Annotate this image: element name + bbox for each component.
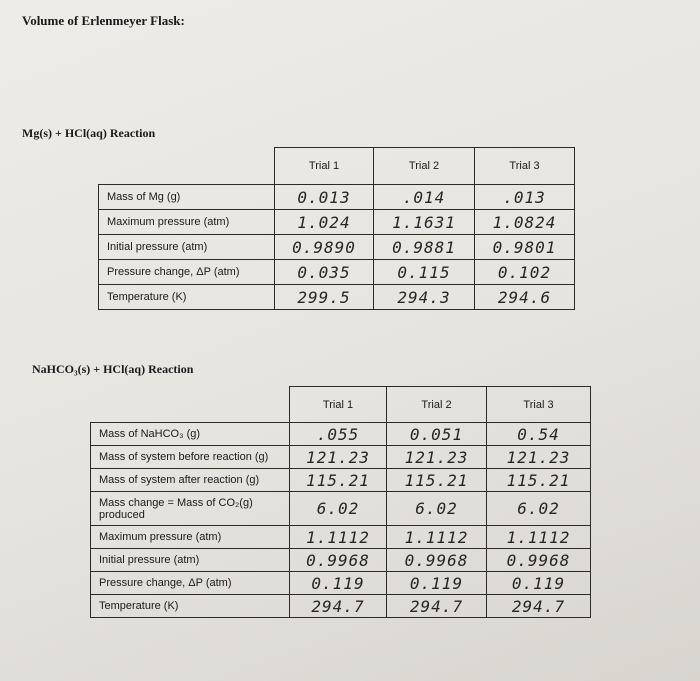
value-cell: 0.115 (374, 260, 475, 285)
table-row (91, 423, 591, 446)
value-cell: 0.102 (475, 260, 575, 285)
table-row (99, 285, 575, 310)
value-cell: 0.035 (275, 260, 374, 285)
column-header: Trial 3 (487, 387, 591, 423)
value-cell: 294.7 (387, 595, 487, 618)
nahco3-reaction-table (90, 386, 591, 618)
column-header: Trial 2 (387, 387, 487, 423)
row-label: Initial pressure (atm) (99, 235, 275, 260)
row-label: Maximum pressure (atm) (91, 526, 290, 549)
table-row (99, 260, 575, 285)
value-cell: 0.051 (387, 423, 487, 446)
row-label: Mass of NaHCO₃ (g) (91, 423, 290, 446)
table-row (91, 549, 591, 572)
value-cell: .055 (290, 423, 387, 446)
value-cell: 115.21 (487, 469, 591, 492)
value-cell: 0.013 (275, 185, 374, 210)
table-row (91, 492, 591, 526)
table-row (99, 235, 575, 260)
table-row (99, 185, 575, 210)
value-cell: 0.119 (290, 572, 387, 595)
table-row (91, 469, 591, 492)
row-label: Maximum pressure (atm) (99, 210, 275, 235)
column-header: Trial 1 (290, 387, 387, 423)
value-cell: 115.21 (387, 469, 487, 492)
value-cell: 0.9968 (487, 549, 591, 572)
table-row (91, 572, 591, 595)
table-header-row (99, 148, 575, 185)
value-cell: 121.23 (290, 446, 387, 469)
row-label: Pressure change, ΔP (atm) (91, 572, 290, 595)
value-cell: 294.6 (475, 285, 575, 310)
table-corner (91, 387, 290, 423)
row-label: Mass change = Mass of CO₂(g) produced (91, 492, 290, 526)
table-row (91, 446, 591, 469)
value-cell: 0.9881 (374, 235, 475, 260)
value-cell: 0.119 (487, 572, 591, 595)
table-header-row (91, 387, 591, 423)
value-cell: 121.23 (487, 446, 591, 469)
value-cell: .013 (475, 185, 575, 210)
value-cell: 6.02 (487, 492, 591, 526)
mg-reaction-title: Mg(s) + HCl(aq) Reaction (22, 126, 156, 140)
value-cell: 1.1112 (290, 526, 387, 549)
column-header: Trial 1 (275, 148, 374, 185)
value-cell: 1.1631 (374, 210, 475, 235)
column-header: Trial 2 (374, 148, 475, 185)
table-row (91, 526, 591, 549)
page-title: Volume of Erlenmeyer Flask: (22, 13, 185, 28)
row-label: Initial pressure (atm) (91, 549, 290, 572)
value-cell: 1.0824 (475, 210, 575, 235)
row-label: Pressure change, ΔP (atm) (99, 260, 275, 285)
table-row (99, 210, 575, 235)
row-label: Temperature (K) (99, 285, 275, 310)
value-cell: 0.9968 (290, 549, 387, 572)
value-cell: 121.23 (387, 446, 487, 469)
value-cell: 1.024 (275, 210, 374, 235)
value-cell: 0.9968 (387, 549, 487, 572)
value-cell: 299.5 (275, 285, 374, 310)
value-cell: 294.7 (290, 595, 387, 618)
row-label: Mass of system before reaction (g) (91, 446, 290, 469)
value-cell: 0.9890 (275, 235, 374, 260)
value-cell: 294.7 (487, 595, 591, 618)
value-cell: 6.02 (387, 492, 487, 526)
mg-reaction-table (98, 147, 575, 310)
value-cell: 6.02 (290, 492, 387, 526)
value-cell: 115.21 (290, 469, 387, 492)
column-header: Trial 3 (475, 148, 575, 185)
value-cell: 1.1112 (487, 526, 591, 549)
value-cell: 1.1112 (387, 526, 487, 549)
value-cell: 0.9801 (475, 235, 575, 260)
row-label: Mass of Mg (g) (99, 185, 275, 210)
value-cell: 0.54 (487, 423, 591, 446)
row-label: Mass of system after reaction (g) (91, 469, 290, 492)
value-cell: 294.3 (374, 285, 475, 310)
nahco3-reaction-title: NaHCO₃(s) + HCl(aq) Reaction (32, 362, 194, 376)
value-cell: 0.119 (387, 572, 487, 595)
row-label: Temperature (K) (91, 595, 290, 618)
value-cell: .014 (374, 185, 475, 210)
table-corner (99, 148, 275, 185)
table-row (91, 595, 591, 618)
